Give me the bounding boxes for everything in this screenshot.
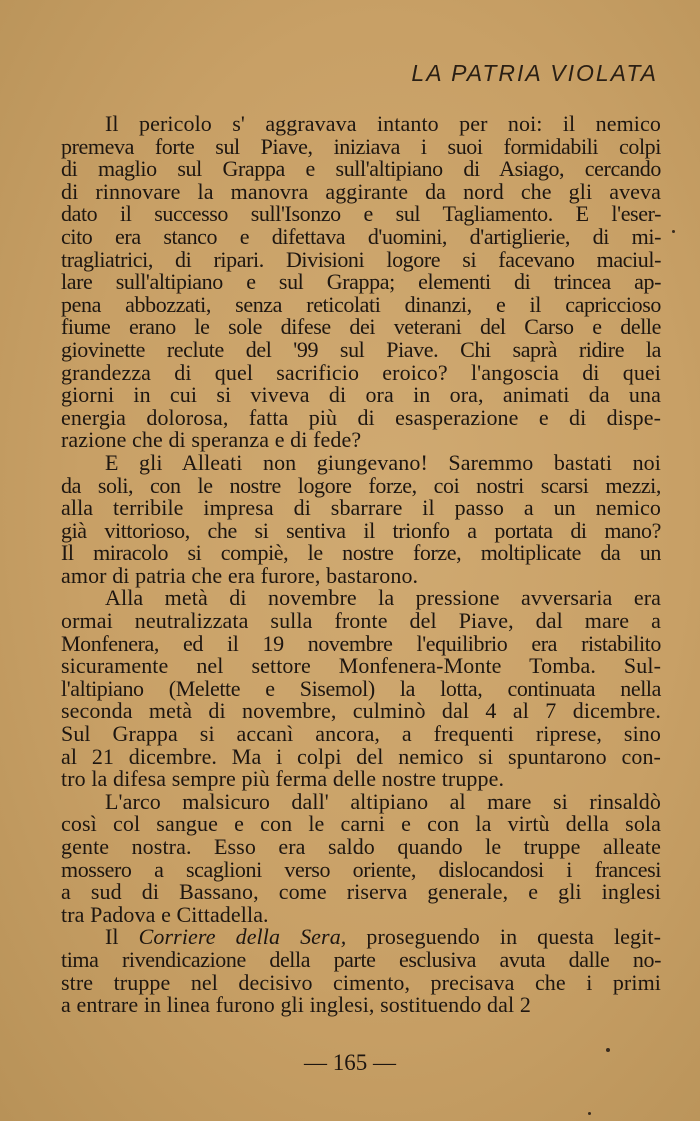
text-line: sicuramente nel settore Monfenera-Monte Tomba. Sul- bbox=[61, 653, 661, 679]
text-line: Sul Grappa si accanì ancora, a frequenti riprese, sino bbox=[61, 721, 661, 747]
page-number: — 165 — bbox=[304, 1050, 396, 1075]
ink-speck bbox=[672, 230, 675, 233]
text-line: fiume erano le sole difese dei veterani del Carso e delle bbox=[61, 314, 661, 340]
text-line: così col sangue e con le carni e con la virtù della sola bbox=[61, 811, 661, 837]
text-line: Alla metà di novembre la pressione avversaria era bbox=[105, 585, 661, 611]
text-line: premeva forte sul Piave, iniziava i suoi formidabili colpi bbox=[61, 133, 661, 159]
text-line: L'arco malsicuro dall' altipiano al mare si rinsaldò bbox=[105, 788, 661, 814]
text-line: tro la difesa sempre più ferma delle nostre truppe. bbox=[61, 766, 505, 792]
text-line: a sud di Bassano, come riserva generale, e gli inglesi bbox=[61, 879, 661, 905]
text-line: l'altipiano (Melette e Sisemol) la lotta, continuata nella bbox=[61, 675, 661, 701]
text-line: dato il successo sull'Isonzo e sul Tagliamento. E l'eser- bbox=[61, 201, 661, 227]
text-line: cito era stanco e difettava d'uomini, d'artiglierie, di mi- bbox=[61, 223, 661, 249]
paragraph bbox=[61, 926, 661, 1016]
text-line: gente nostra. Esso era saldo quando le truppe alleate bbox=[61, 834, 661, 859]
text-line: da soli, con le nostre logore forze, coi nostri scarsi mezzi, bbox=[61, 472, 661, 498]
text-line: Monfenera, ed il 19 novembre l'equilibrio era ristabilito bbox=[61, 630, 661, 656]
text-line: tra Padova e Cittadella. bbox=[61, 901, 269, 927]
text-line: pena abbozzati, senza reticolati dinanzi, e il capriccioso bbox=[61, 291, 661, 317]
paragraph bbox=[61, 587, 661, 790]
text-line: energia dolorosa, fatta più di esasperazione e di dispe- bbox=[61, 404, 661, 430]
text-line: giorni in cui si viveva di ora in ora, animati da una bbox=[61, 382, 661, 408]
text-line: grandezza di quel sacrificio eroico? l'angoscia di quei bbox=[61, 359, 661, 385]
text-line: già vittorioso, che si sentiva il trionfo a portata di mano? bbox=[61, 517, 661, 543]
running-head: LA PATRIA VIOLATA bbox=[411, 60, 658, 86]
text-line: amor di patria che era furore, bastarono. bbox=[61, 562, 419, 588]
ink-speck bbox=[606, 1048, 610, 1052]
ink-speck bbox=[588, 1112, 591, 1115]
text-line: di rinnovare la manovra aggirante da nord che gli aveva bbox=[61, 178, 661, 204]
text-line: seconda metà di novembre, culminò dal 4 al 7 dicembre. bbox=[61, 698, 661, 724]
paragraph bbox=[61, 449, 661, 588]
text-line: giovinette reclute del '99 sul Piave. Chi saprà ridire la bbox=[61, 336, 661, 362]
paragraph bbox=[61, 788, 661, 927]
text-line: Il pericolo s' aggravava intanto per noi: il nemico bbox=[105, 111, 661, 136]
text-line: di maglio sul Grappa e sull'altipiano di Asiago, cercando bbox=[61, 156, 661, 182]
text-line: lare sull'altipiano e sul Grappa; elementi di trincea ap- bbox=[61, 269, 661, 295]
text-line: razione che di speranza e di fede? bbox=[61, 427, 362, 453]
text-line: Il miracolo si compiè, le nostre forze, moltiplicate da un bbox=[61, 540, 661, 566]
text-line: E gli Alleati non giungevano! Saremmo bastati noi bbox=[105, 449, 661, 475]
text-line: Il Corriere della Sera, proseguendo in questa legit- bbox=[105, 924, 662, 950]
text-line: al 21 dicembre. Ma i colpi del nemico si spuntarono con- bbox=[61, 743, 661, 769]
body-text bbox=[61, 113, 661, 1017]
paragraph bbox=[61, 113, 661, 452]
text-line: ormai neutralizzata sulla fronte del Piave, dal mare a bbox=[61, 608, 661, 634]
text-line: mossero a scaglioni verso oriente, dislocandosi i francesi bbox=[61, 856, 661, 882]
text-line: a entrare in linea furono gli inglesi, sostituendo dal 2 bbox=[61, 992, 531, 1018]
text-line: alla terribile impresa di sbarrare il passo a un nemico bbox=[61, 495, 661, 521]
text-line: stre truppe nel decisivo cimento, precisava che i primi bbox=[61, 969, 661, 995]
text-line: tragliatrici, di ripari. Divisioni logore si facevano maciul- bbox=[61, 246, 661, 272]
text-line: tima rivendicazione della parte esclusiva avuta dalle no- bbox=[61, 946, 661, 972]
